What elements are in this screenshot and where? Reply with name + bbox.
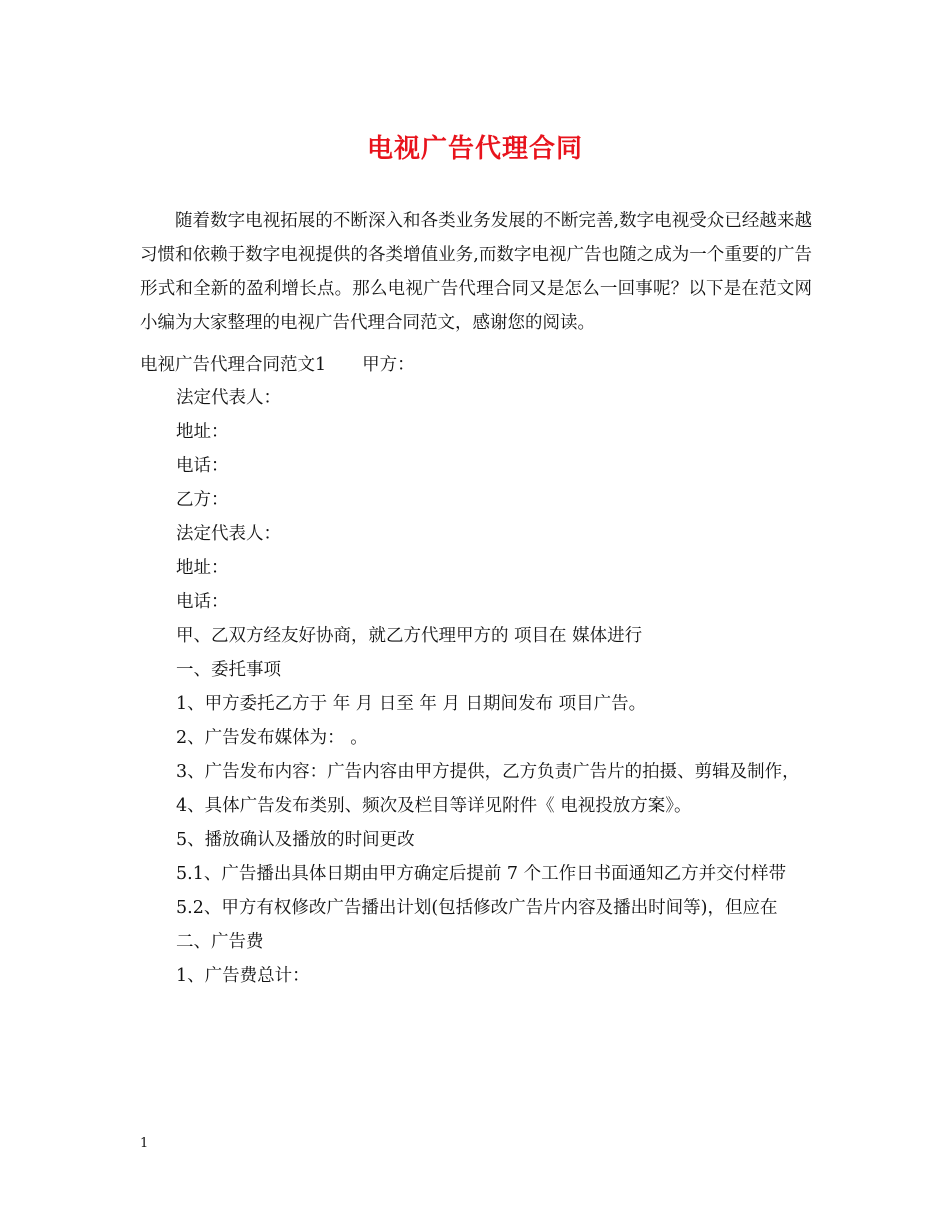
clause-line: 5.2、甲方有权修改广告播出计划(包括修改广告片内容及播出时间等)，但应在 xyxy=(176,898,778,918)
document-title: 电视广告代理合同 xyxy=(366,134,583,164)
clause-line: 一、委托事项 xyxy=(176,660,281,680)
section-heading-line xyxy=(140,350,415,380)
clause-line: 5、播放确认及播放的时间更改 xyxy=(176,830,415,850)
page-number: 1 xyxy=(140,1136,149,1151)
section-heading: 电视广告代理合同范文1 xyxy=(140,355,327,375)
clause-line: 4、具体广告发布类别、频次及栏目等详见附件《 电视投放方案》。 xyxy=(176,796,692,816)
clause-line: 5.1、广告播出具体日期由甲方确定后提前 7 个工作日书面通知乙方并交付样带 xyxy=(176,864,787,884)
clause-line: 电话： xyxy=(176,592,229,612)
clause-line: 地址： xyxy=(176,422,229,442)
clause-line: 二、广告费 xyxy=(176,932,264,952)
clause-line: 甲、乙双方经友好协商，就乙方代理甲方的 项目在 媒体进行 xyxy=(176,626,643,646)
clause-line: 1、广告费总计： xyxy=(176,966,310,986)
clause-line: 法定代表人： xyxy=(176,388,281,408)
clause-line: 2、广告发布媒体为： 。 xyxy=(176,728,368,748)
clause-line: 乙方： xyxy=(176,490,229,510)
clause-line: 1、甲方委托乙方于 年 月 日至 年 月 日期间发布 项目广告。 xyxy=(176,694,647,714)
clause-line: 法定代表人： xyxy=(176,524,281,544)
clause-line: 地址： xyxy=(176,558,229,578)
intro-paragraph: 随着数字电视拓展的不断深入和各类业务发展的不断完善,数字电视受众已经越来越习惯和依赖于数字电视提供的各类增值业务,而数字电视广告也随之成为一个重要的广告形式和全新的盈利增长点。那么电视广告代理合同又是怎么一回事呢？以下是在范文网小编为大家整理的电视广告代理合同范文，感谢您的阅读。 xyxy=(140,211,812,333)
party-a-label: 甲方： xyxy=(362,355,415,375)
clause-line: 电话： xyxy=(176,456,229,476)
clause-line: 3、广告发布内容：广告内容由甲方提供，乙方负责广告片的拍摄、剪辑及制作， xyxy=(176,762,800,782)
contract-body xyxy=(140,381,812,993)
